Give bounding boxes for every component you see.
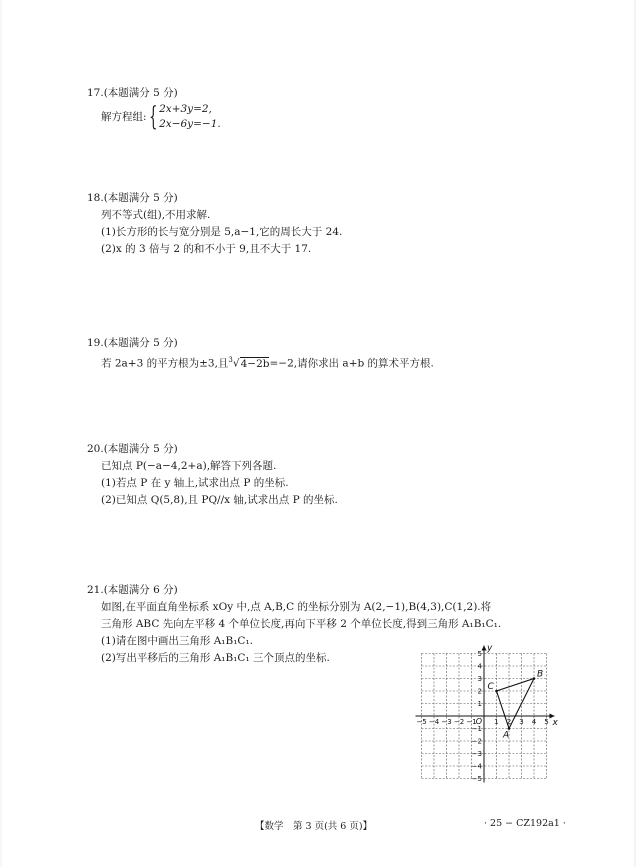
- page-footer-center: 【数学 第 3 页(共 6 页)】: [255, 821, 373, 832]
- y-tick-label: 2: [477, 687, 482, 696]
- origin-label: O: [475, 717, 482, 726]
- question-21-part-1: (1)请在图中画出三角形 A₁B₁C₁.: [101, 635, 254, 647]
- equation-2: 2x−6y=−1.: [159, 118, 221, 130]
- vertex-label: C: [487, 682, 494, 692]
- equation-1: 2x+3y=2,: [159, 103, 212, 115]
- y-axis-arrow: [482, 646, 487, 651]
- y-axis-label: y: [487, 643, 493, 654]
- vertex-label: B: [537, 669, 544, 680]
- x-tick-label: −1: [466, 718, 477, 726]
- vertex-point: [533, 677, 536, 680]
- triangle-abc: [488, 670, 544, 741]
- x-tick-label: −5: [416, 718, 427, 726]
- y-tick-label: −1: [471, 725, 482, 733]
- equation-brace: {: [148, 102, 157, 132]
- question-20-part-1: (1)若点 P 在 y 轴上,试求出点 P 的坐标.: [101, 477, 289, 489]
- x-tick-label: 5: [544, 718, 549, 726]
- vertex-point: [495, 690, 498, 693]
- x-tick-label: 2: [506, 718, 512, 726]
- question-19-heading: 19.(本题满分 5 分): [87, 337, 178, 349]
- radicand: 4−2b: [240, 357, 270, 370]
- question-20-heading: 20.(本题满分 5 分): [87, 443, 178, 455]
- x-tick-label: −4: [428, 718, 440, 726]
- y-tick-label: −3: [471, 750, 482, 758]
- page-footer-code: · 25 − CZ192a1 ·: [484, 818, 566, 829]
- x-axis-label: x: [552, 718, 558, 728]
- vertex-label: A: [503, 730, 510, 741]
- question-18: [87, 190, 342, 258]
- cube-root-index: 3: [228, 356, 233, 364]
- x-tick-label: −3: [441, 718, 452, 726]
- question-21-part-2: (2)写出平移后的三角形 A₁B₁C₁ 三个顶点的坐标.: [101, 652, 330, 664]
- question-17: [87, 85, 221, 132]
- y-tick-label: −4: [471, 762, 482, 771]
- y-tick-label: −5: [471, 775, 482, 783]
- question-19-body: [87, 352, 434, 373]
- question-18-heading: 18.(本题满分 5 分): [87, 192, 178, 204]
- question-20-intro: 已知点 P(−a−4,2+a),解答下列各题.: [101, 460, 277, 472]
- question-19-text-after: =−2,请你求出 a+b 的算术平方根.: [269, 357, 434, 370]
- x-tick-label: 1: [494, 718, 499, 726]
- coordinate-grid: [412, 630, 568, 790]
- x-tick-label: 3: [519, 718, 524, 726]
- question-18-part-1: (1)长方形的长与宽分别是 5,a−1,它的周长大于 24.: [101, 226, 343, 238]
- question-19: [87, 335, 434, 373]
- y-tick-label: 3: [477, 675, 482, 683]
- question-21-line-1: 如图,在平面直角坐标系 xOy 中,点 A,B,C 的坐标分别为 A(2,−1),B(4,3),C(1,2).将: [101, 601, 492, 613]
- equation-system: [159, 102, 221, 132]
- vertex-point: [508, 727, 511, 730]
- y-tick-label: −2: [471, 737, 482, 746]
- question-17-body: [87, 102, 221, 132]
- radical-sign: √: [232, 357, 240, 370]
- x-tick-label: 4: [531, 718, 537, 726]
- y-tick-label: 1: [477, 700, 482, 708]
- question-21-heading: 21.(本题满分 6 分): [87, 584, 178, 596]
- question-21-line-2: 三角形 ABC 先向左平移 4 个单位长度,再向下平移 2 个单位长度,得到三角形 A₁B₁C₁.: [101, 618, 502, 630]
- question-19-text-before: 若 2a+3 的平方根为±3,且: [101, 357, 229, 370]
- question-17-label: 解方程组:: [101, 111, 147, 123]
- question-18-part-2: (2)x 的 3 倍与 2 的和不小于 9,且不大于 17.: [101, 243, 312, 255]
- y-tick-label: 5: [477, 650, 482, 658]
- question-20-part-2: (2)已知点 Q(5,8),且 PQ//x 轴,试求出点 P 的坐标.: [101, 494, 338, 506]
- question-20: [87, 441, 338, 509]
- question-18-intro: 列不等式(组),不用求解.: [101, 209, 211, 221]
- question-17-heading: 17.(本题满分 5 分): [87, 87, 178, 99]
- axes: [416, 644, 559, 783]
- y-tick-label: 4: [477, 662, 482, 671]
- x-tick-label: −2: [453, 718, 465, 726]
